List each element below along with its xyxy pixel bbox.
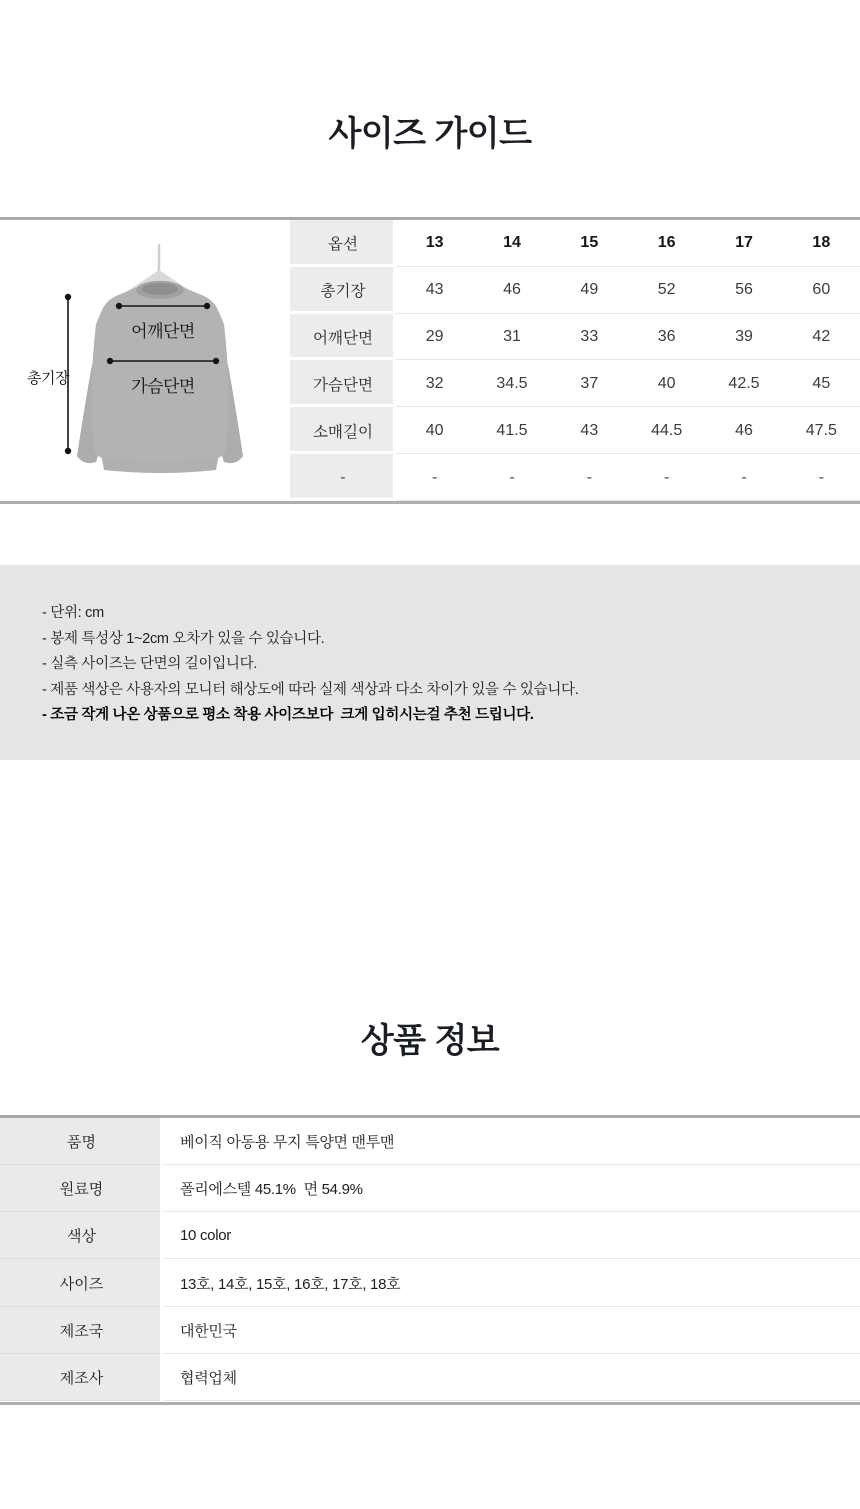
size-col-header: 17 [705,220,782,267]
spec-value: 폴리에스텔 45.1% 면 54.9% [163,1165,860,1212]
size-col-header: 14 [473,220,550,267]
size-notice-box [0,565,860,760]
size-cell: - [551,454,628,501]
size-table-row-sleeve [290,407,860,454]
size-cell: 33 [551,314,628,361]
size-cell: 32 [396,360,473,407]
spec-value: 10 color [163,1212,860,1259]
size-cell: 52 [628,267,705,314]
size-cell: 39 [705,314,782,361]
size-cell: 45 [783,360,860,407]
notice-line-unit: - 단위: cm [42,605,104,621]
collar-inner [142,283,178,295]
notice-line-color: - 제품 색상은 사용자의 모니터 해상도에 따라 실제 색상과 다소 차이가 있을 수 있습니다. [42,681,579,698]
measure-dot [204,303,210,309]
size-cell: 46 [473,267,550,314]
size-cell: 46 [705,407,782,454]
measure-dot [213,358,219,364]
size-table-row-chest [290,360,860,407]
size-table-row-total-length [290,267,860,314]
size-col-header: 18 [783,220,860,267]
size-col-header: 16 [628,220,705,267]
measure-dot [116,303,122,309]
size-cell: 40 [628,360,705,407]
size-cell: 41.5 [473,407,550,454]
size-col-header: 15 [551,220,628,267]
spec-value: 협력업체 [163,1354,860,1401]
product-info-title: 상품 정보 [360,1021,500,1060]
spec-label: 품명 [0,1118,163,1165]
sweatshirt-illustration [0,220,290,501]
size-cell: - [705,454,782,501]
spec-row-material [0,1165,860,1212]
size-table-header-row [290,220,860,267]
measure-dot [65,448,71,454]
size-cell: 34.5 [473,360,550,407]
size-row-label: 어깨단면 [290,314,396,361]
notice-line-fit-recommendation: - 조금 작게 나온 상품으로 평소 착용 사이즈보다 크게 입히시는걸 추천 드립니다. [42,707,534,723]
spec-row-name [0,1118,860,1165]
size-row-label: 소매길이 [290,407,396,454]
spec-value: 13호, 14호, 15호, 16호, 17호, 18호 [163,1259,860,1306]
size-col-header: 13 [396,220,473,267]
figure-label-total-length: 총기장 [27,370,69,387]
spec-label: 제조사 [0,1354,163,1401]
size-cell: 47.5 [783,407,860,454]
spec-value: 대한민국 [163,1307,860,1354]
size-row-label: - [290,454,396,501]
size-cell: 44.5 [628,407,705,454]
size-cell: 36 [628,314,705,361]
size-table [290,220,860,501]
size-cell: - [396,454,473,501]
size-header-option: 옵션 [290,220,396,267]
spec-row-color [0,1212,860,1259]
figure-label-shoulder: 어깨단면 [131,322,195,341]
size-cell: 56 [705,267,782,314]
measure-dot [107,358,113,364]
size-guide-section [0,217,860,504]
size-table-row-shoulder [290,314,860,361]
size-cell: 31 [473,314,550,361]
spec-row-country [0,1307,860,1354]
notice-line-measure: - 실측 사이즈는 단면의 길이입니다. [42,656,258,672]
size-cell: 37 [551,360,628,407]
size-cell: 49 [551,267,628,314]
size-figure [0,220,290,501]
size-cell: 43 [396,267,473,314]
size-row-label: 가슴단면 [290,360,396,407]
size-guide-title: 사이즈 가이드 [328,115,532,153]
size-row-label: 총기장 [290,267,396,314]
size-cell: - [628,454,705,501]
product-info-table [0,1115,860,1405]
spec-label: 제조국 [0,1307,163,1354]
size-cell: - [473,454,550,501]
notice-line-tolerance: - 봉제 특성상 1~2cm 오차가 있을 수 있습니다. [42,630,325,647]
spec-row-manufacturer [0,1354,860,1401]
size-cell: 29 [396,314,473,361]
size-cell: 60 [783,267,860,314]
spec-label: 색상 [0,1212,163,1259]
spec-value: 베이직 아동용 무지 특양면 맨투맨 [163,1118,860,1165]
size-cell: 42.5 [705,360,782,407]
spec-row-size [0,1259,860,1306]
spec-label: 원료명 [0,1165,163,1212]
size-cell: 42 [783,314,860,361]
size-cell: - [783,454,860,501]
figure-label-chest: 가슴단면 [131,377,195,396]
size-table-row-empty [290,454,860,501]
size-cell: 40 [396,407,473,454]
spec-label: 사이즈 [0,1259,163,1306]
size-cell: 43 [551,407,628,454]
measure-dot [65,294,71,300]
